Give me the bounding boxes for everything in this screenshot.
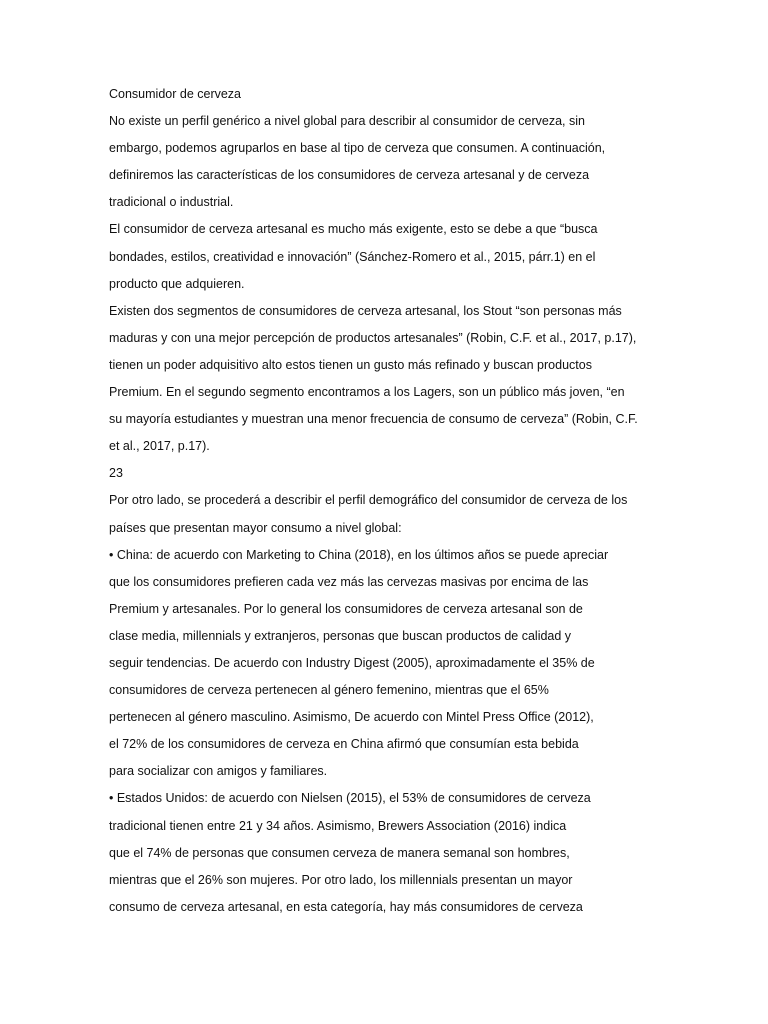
section-heading: Consumidor de cerveza xyxy=(109,87,242,101)
text-line: embargo, podemos agruparlos en base al tipo de cerveza que consumen. A continuación, xyxy=(109,141,606,156)
text-line: maduras y con una mejor percepción de productos artesanales” (Robin, C.F. et al., 2017, p.17), xyxy=(109,330,637,345)
text-line: El consumidor de cerveza artesanal es mucho más exigente, esto se debe a que “busca xyxy=(109,222,598,237)
text-line: Premium. En el segundo segmento encontramos a los Lagers, son un público más joven, “en xyxy=(109,385,625,400)
text-line: clase media, millennials y extranjeros, personas que buscan productos de calidad y xyxy=(109,628,572,643)
text-line: Existen dos segmentos de consumidores de cerveza artesanal, los Stout “son personas más xyxy=(109,303,622,318)
text-line: consumo de cerveza artesanal, en esta categoría, hay más consumidores de cerveza xyxy=(109,899,583,914)
text-line: et al., 2017, p.17). xyxy=(109,439,210,454)
text-line: que el 74% de personas que consumen cerveza de manera semanal son hombres, xyxy=(109,845,570,860)
text-line: que los consumidores prefieren cada vez más las cervezas masivas por encima de las xyxy=(109,574,589,589)
text-line: seguir tendencias. De acuerdo con Industry Digest (2005), aproximadamente el 35% de xyxy=(109,655,595,670)
bullet-item-china: • China: de acuerdo con Marketing to China (2018), en los últimos años se puede apreciar xyxy=(109,547,609,562)
text-line: tradicional tienen entre 21 y 34 años. Asimismo, Brewers Association (2016) indica xyxy=(109,818,567,833)
text-line: para socializar con amigos y familiares. xyxy=(109,764,328,779)
text-line: Por otro lado, se procederá a describir el perfil demográfico del consumidor de cerveza de los xyxy=(109,493,628,508)
text-line: No existe un perfil genérico a nivel global para describir al consumidor de cerveza, sin xyxy=(109,114,585,129)
text-line: países que presentan mayor consumo a nivel global: xyxy=(109,520,402,535)
text-line: producto que adquieren. xyxy=(109,276,245,291)
text-line: su mayoría estudiantes y muestran una menor frecuencia de consumo de cerveza” (Robin, C.F. xyxy=(109,412,638,427)
text-line: tienen un poder adquisitivo alto estos tienen un gusto más refinado y buscan productos xyxy=(109,357,592,372)
text-line: bondades, estilos, creatividad e innovación” (Sánchez-Romero et al., 2015, párr.1) en el xyxy=(109,249,596,264)
text-line: pertenecen al género masculino. Asimismo, De acuerdo con Mintel Press Office (2012), xyxy=(109,710,594,725)
document-body xyxy=(109,84,669,924)
text-line: el 72% de los consumidores de cerveza en China afirmó que consumían esta bebida xyxy=(109,737,579,752)
text-line: tradicional o industrial. xyxy=(109,195,234,210)
bullet-item-estados-unidos: • Estados Unidos: de acuerdo con Nielsen (2015), el 53% de consumidores de cerveza xyxy=(109,791,591,806)
text-line: Premium y artesanales. Por lo general los consumidores de cerveza artesanal son de xyxy=(109,601,583,616)
text-line: consumidores de cerveza pertenecen al género femenino, mientras que el 65% xyxy=(109,683,549,698)
text-line: mientras que el 26% son mujeres. Por otro lado, los millennials presentan un mayor xyxy=(109,872,573,887)
page-number: 23 xyxy=(109,466,123,481)
text-line: definiremos las características de los consumidores de cerveza artesanal y de cerveza xyxy=(109,168,590,183)
